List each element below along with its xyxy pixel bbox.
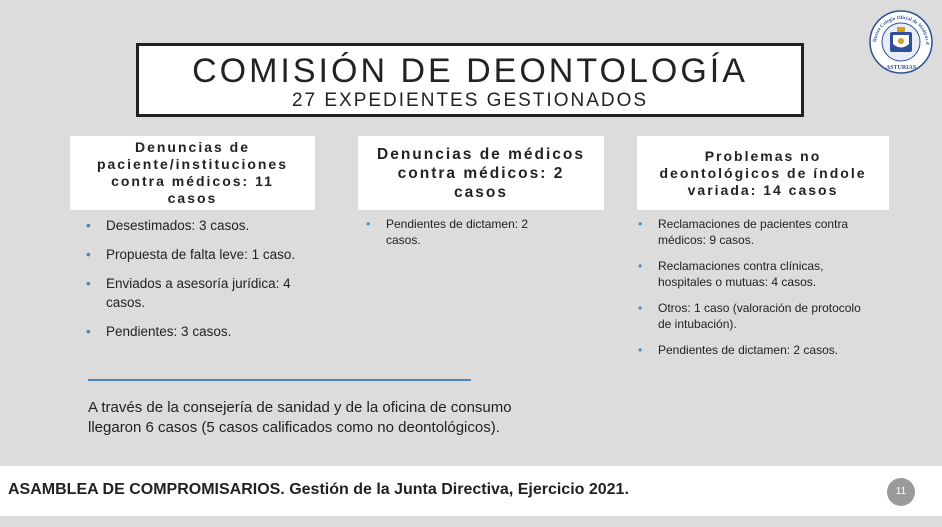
footer-bar <box>0 466 942 516</box>
title-box <box>136 43 804 117</box>
list-item: • Reclamaciones contra clínicas, hospitales o mutuas: 4 casos. <box>638 258 868 290</box>
card-heading: Problemas no deontológicos de índole variada: 14 casos <box>659 147 867 198</box>
list-problemas-no-deontologicos <box>638 216 868 368</box>
card-denuncias-medicos <box>358 136 604 210</box>
card-problemas-no-deontologicos <box>637 136 889 210</box>
divider-line <box>88 379 471 381</box>
list-item: • Pendientes de dictamen: 2 casos. <box>366 216 566 248</box>
page-number-badge: 11 <box>887 478 915 506</box>
note-text: A través de la consejería de sanidad y de la oficina de consumo llegaron 6 casos (5 casos calificados como no deontológicos). <box>88 399 512 436</box>
svg-text:ASTURIAS: ASTURIAS <box>885 65 917 71</box>
list-item: • Pendientes de dictamen: 2 casos. <box>638 342 868 358</box>
college-logo <box>866 10 936 74</box>
list-item: • Reclamaciones de pacientes contra médicos: 9 casos. <box>638 216 868 248</box>
card-heading: Denuncias de paciente/instituciones contra médicos: 11 casos <box>96 139 289 206</box>
list-item: • Pendientes: 3 casos. <box>86 322 311 341</box>
list-denuncias-pacientes <box>86 216 311 351</box>
list-item: • Enviados a asesoría jurídica: 4 casos. <box>86 274 311 312</box>
list-item: • Otros: 1 caso (valoración de protocolo de intubación). <box>638 300 868 332</box>
list-item: • Desestimados: 3 casos. <box>86 216 311 235</box>
list-item: • Propuesta de falta leve: 1 caso. <box>86 245 311 264</box>
card-denuncias-pacientes <box>70 136 315 210</box>
card-heading: Denuncias de médicos contra médicos: 2 casos <box>377 145 585 201</box>
footer-text: ASAMBLEA DE COMPROMISARIOS. Gestión de la Junta Directiva, Ejercicio 2021. <box>8 481 629 498</box>
slide-title: COMISIÓN DE DEONTOLOGÍA <box>192 52 748 90</box>
svg-text:Ilustre Colegio Oficial de Méd: Ilustre Colegio Oficial de Médicos d <box>873 15 930 45</box>
college-seal-icon <box>866 10 936 74</box>
list-denuncias-medicos <box>366 216 566 248</box>
slide-subtitle: 27 EXPEDIENTES GESTIONADOS <box>291 90 649 111</box>
